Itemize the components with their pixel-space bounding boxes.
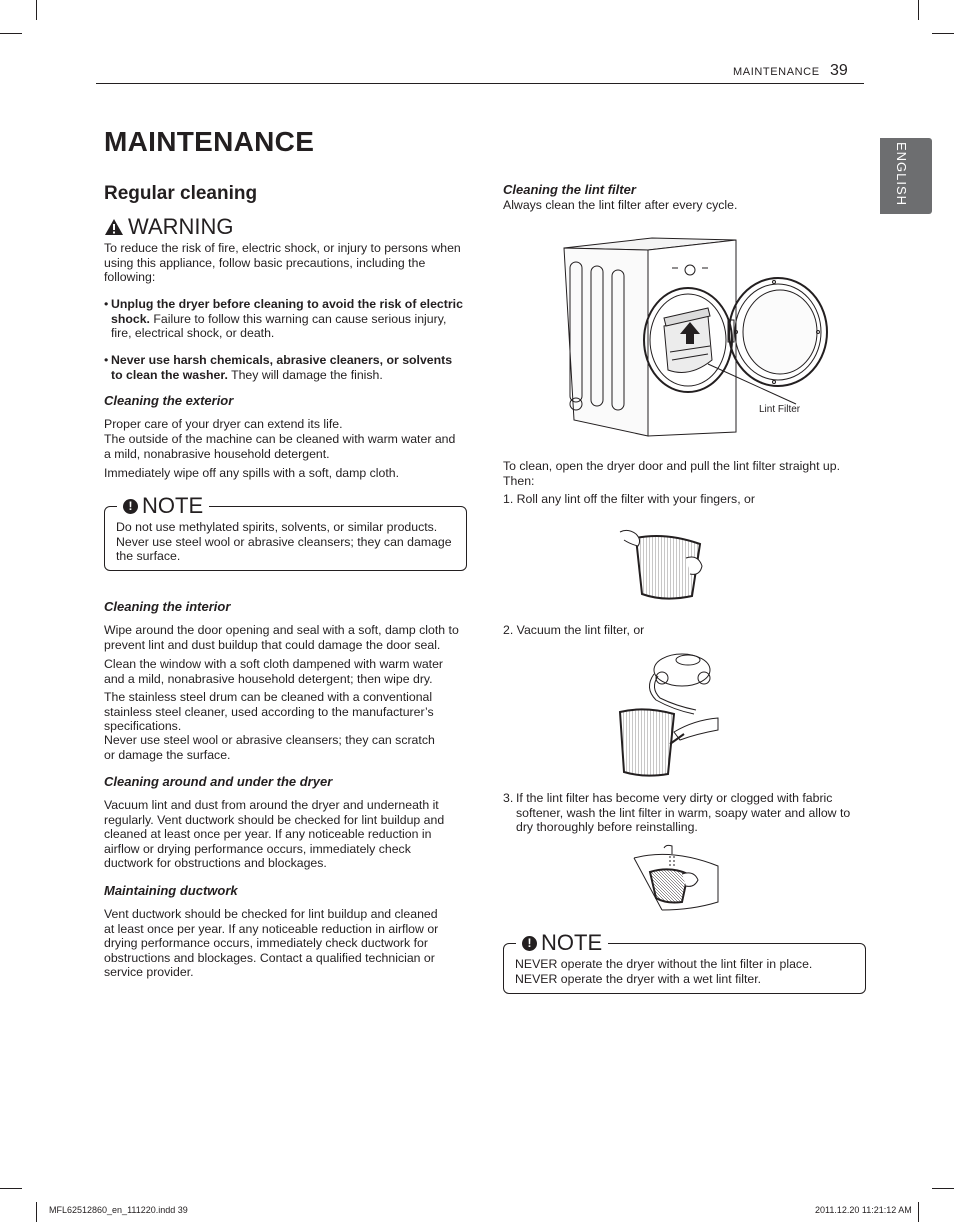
crop-mark xyxy=(36,0,37,20)
note-box xyxy=(104,493,467,571)
exterior-p3: Immediately wipe off any spills with a soft, damp cloth. xyxy=(104,466,400,480)
warning-bullet-1: • Unplug the dryer before cleaning to avoid the risk of electric shock. Failure to follow this warning can cause serious injury, fire, electrical shock, or death. xyxy=(104,297,463,341)
warning-bullet-2-bold: Never use harsh chemicals, abrasive cleaners, or solvents to clean the washer. xyxy=(111,353,453,382)
crop-mark xyxy=(36,1202,37,1222)
ductwork-heading: Maintaining ductwork xyxy=(104,883,238,898)
note-label xyxy=(516,930,608,956)
lint-heading: Cleaning the lint filter xyxy=(503,182,636,197)
language-tab xyxy=(880,138,932,214)
crop-mark xyxy=(918,0,919,20)
crop-mark xyxy=(932,33,954,34)
note-label-text: NOTE xyxy=(541,930,603,955)
interior-p2: Clean the window with a soft cloth dampened with warm water and a mild, nonabrasive household detergent; then wipe dry. xyxy=(104,657,444,686)
lint-step-3: If the lint filter has become very dirty or clogged with fabric softener, wash the lint filter in warm, soapy water and allow to dry thoroughly before reinstalling. xyxy=(516,791,851,835)
warning-bullet-1-text: Failure to follow this warning can cause serious injury, fire, electrical shock, or death. xyxy=(111,311,447,341)
lint-step-1: 1. Roll any lint off the filter with your fingers, or xyxy=(503,492,755,506)
note-box xyxy=(503,930,866,994)
language-tab-label: ENGLISH xyxy=(894,142,909,207)
exclamation-icon: ! xyxy=(123,499,138,514)
page-title: MAINTENANCE xyxy=(104,126,315,157)
vacuum-lint-illustration xyxy=(614,648,724,780)
warning-bullet-2-text: They will damage the finish. xyxy=(231,367,383,382)
footer-file-name: MFL62512860_en_111220.indd 39 xyxy=(49,1205,188,1215)
exterior-p1: Proper care of your dryer can extend its life. xyxy=(104,417,343,431)
page-number: 39 xyxy=(830,62,848,79)
note-label-text: NOTE xyxy=(142,493,204,518)
header-section-label: MAINTENANCE xyxy=(733,66,820,78)
lint-filter-label: Lint Filter xyxy=(759,404,801,415)
header-rule xyxy=(96,83,864,84)
around-p1: Vacuum lint and dust from around the dryer and underneath it regularly. Vent ductwork should be checked for lint buildup and cleaned at least once per year. If any noticeable reduction in airflow or drying performance occurs, immediately check ductwork for obstructions and blockages. xyxy=(104,798,445,871)
exterior-heading: Cleaning the exterior xyxy=(104,393,234,408)
warning-triangle-icon xyxy=(104,218,124,236)
lint-step-2: 2. Vacuum the lint filter, or xyxy=(503,623,645,637)
roll-lint-illustration xyxy=(616,524,708,604)
warning-bullet-1-bold: Unplug the dryer before cleaning to avoid the risk of electric shock. xyxy=(111,297,463,326)
lint-instruction: To clean, open the dryer door and pull the lint filter straight up. Then: xyxy=(503,459,840,488)
interior-p4: Never use steel wool or abrasive cleansers; they can scratch or damage the surface. xyxy=(104,733,435,762)
ductwork-p1: Vent ductwork should be checked for lint buildup and cleaned at least once per year. If any noticeable reduction in airflow or drying performance occurs, immediately check ductwork for obstructions and blockages. Contact a qualified technician or service provider. xyxy=(104,907,439,980)
crop-mark xyxy=(918,1202,919,1222)
lint-intro: Always clean the lint filter after every cycle. xyxy=(503,198,738,212)
interior-heading: Cleaning the interior xyxy=(104,599,231,614)
crop-mark xyxy=(0,1188,22,1189)
warning-bullet-2: • Never use harsh chemicals, abrasive cleaners, or solvents to clean the washer. They will damage the finish. xyxy=(104,353,453,382)
note-text: Do not use methylated spirits, solvents, or similar products. Never use steel wool or abrasive cleansers; they can damage the surface. xyxy=(116,520,452,564)
warning-heading xyxy=(104,214,234,240)
note-label xyxy=(117,493,209,519)
exterior-p2: The outside of the machine can be cleaned with warm water and a mild, nonabrasive household detergent. xyxy=(104,432,456,461)
around-heading: Cleaning around and under the dryer xyxy=(104,774,333,789)
wash-lint-illustration xyxy=(632,844,720,912)
crop-mark xyxy=(0,33,22,34)
interior-p3: The stainless steel drum can be cleaned with a conventional stainless steel cleaner, used according to the manufacturer’s specifications. xyxy=(104,690,434,734)
interior-p1: Wipe around the door opening and seal with a soft, damp cloth to prevent lint and dust buildup that could damage the door seal. xyxy=(104,623,459,652)
warning-heading-text: WARNING xyxy=(128,214,234,239)
lint-step-3-number: 3. xyxy=(503,791,514,805)
section-subtitle: Regular cleaning xyxy=(104,183,258,204)
exclamation-icon: ! xyxy=(522,936,537,951)
crop-mark xyxy=(932,1188,954,1189)
note-text: NEVER operate the dryer without the lint filter in place. NEVER operate the dryer with a wet lint filter. xyxy=(515,957,813,986)
warning-intro: To reduce the risk of fire, electric shock, or injury to persons when using this appliance, follow basic precautions, including the following: xyxy=(104,241,461,285)
footer-timestamp: 2011.12.20 11:21:12 AM xyxy=(815,1205,912,1215)
